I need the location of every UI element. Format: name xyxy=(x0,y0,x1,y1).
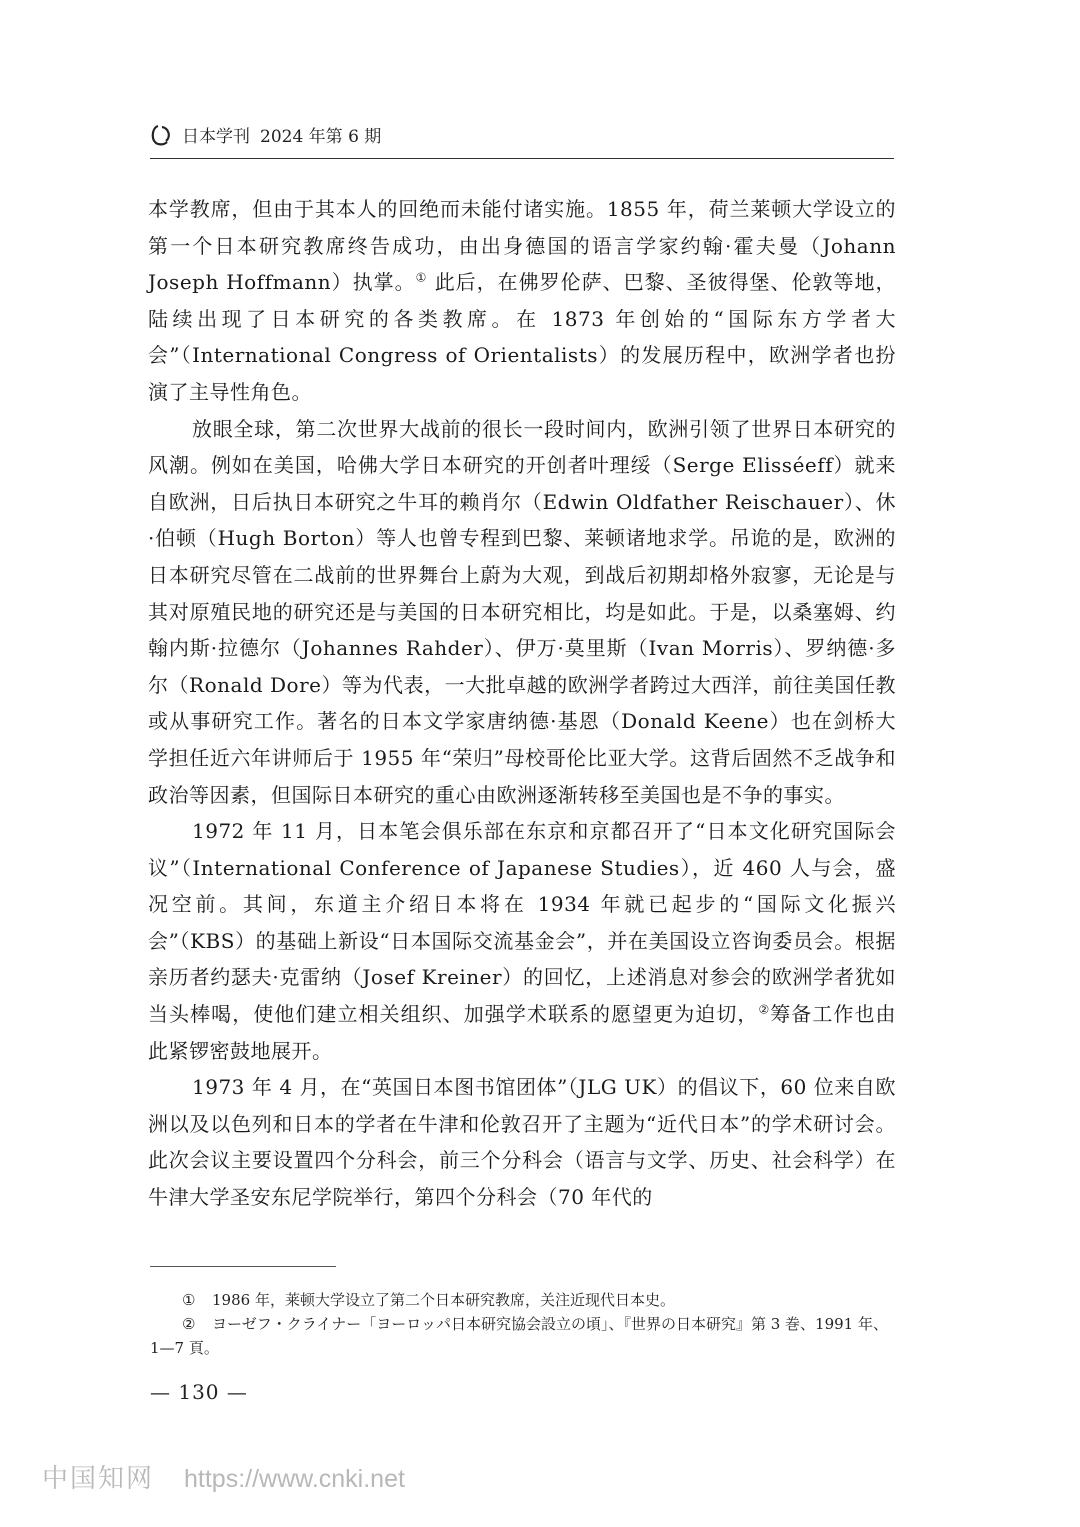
footnote-number: ② xyxy=(182,1315,196,1333)
paragraph-text: 此后，在佛罗伦萨、巴黎、圣彼得堡、伦敦等地，陆续出现了日本研究的各类教席。在 1873 年创始的“国际东方学者大会”（International Congress of Orientalists）的发展历程中，欧洲学者也扮演了主导性角色。 xyxy=(148,270,896,404)
paragraph xyxy=(148,411,896,814)
paragraph-text: 1972 年 11 月，日本笔会俱乐部在东京和京都召开了“日本文化研究国际会议”（International Conference of Japanese Studies），近 460 人与会，盛况空前。其间，东道主介绍日本将在 1934 年就已起步的“国际文化振兴会”（KBS）的基础上新设“日本国际交流基金会”，并在美国设立咨询委员会。根据亲历者约瑟夫·克雷纳（Josef Kreiner）的回忆，上述消息对参会的欧洲学者犹如当头棒喝，使他们建立相关组织、加强学术联系的愿望更为迫切， xyxy=(148,819,896,1027)
paragraph-text: 本学教席，但由于其本人的回绝而未能付诸实施。1855 年，荷兰莱顿大学设立的第一个日本研究教席终告成功，由出身德国的语言学家约翰·霍夫曼（Johann Joseph Hoffmann）执掌。 xyxy=(148,197,896,295)
footnote-number: ① xyxy=(182,1291,196,1309)
watermark-logo: 中国知网 xyxy=(42,1464,155,1494)
footnote-reference[interactable]: ② xyxy=(758,1002,771,1017)
footnote-reference[interactable]: ① xyxy=(415,270,428,285)
watermark-url: https://www.cnki.net xyxy=(184,1465,405,1493)
paragraph-text: 1973 年 4 月，在“英国日本图书馆团体”（JLG UK）的倡议下，60 位来自欧洲以及以色列和日本的学者在牛津和伦敦召开了主题为“近代日本”的学术研讨会。此次会议主要设置四个分科会，前三个分科会（语言与文学、历史、社会科学）在牛津大学圣安东尼学院举行，第四个分科会（70 年代的 xyxy=(148,1075,896,1210)
paragraph-text: 筹备工作也由此紧锣密鼓地展开。 xyxy=(148,1002,896,1063)
article-body xyxy=(148,191,896,1216)
footnotes xyxy=(150,1288,896,1360)
footnote-divider xyxy=(150,1266,336,1267)
cnki-watermark xyxy=(42,1458,405,1495)
running-header xyxy=(150,122,381,147)
paragraph xyxy=(148,191,896,411)
paragraph-text: 放眼全球，第二次世界大战前的很长一段时间内，欧洲引领了世界日本研究的风潮。例如在美国，哈佛大学日本研究的开创者叶理绥（Serge Elisséeff）就来自欧洲，日后执日本研究之牛耳的赖肖尔（Edwin Oldfather Reischauer）、休·伯顿（Hugh Borton）等人也曾专程到巴黎、莱顿诸地求学。吊诡的是，欧洲的日本研究尽管在二战前的世界舞台上蔚为大观，到战后初期却格外寂寥，无论是与其对原殖民地的研究还是与美国的日本研究相比，均是如此。于是，以桑塞姆、约翰内斯·拉德尔（Johannes Rahder）、伊万·莫里斯（Ivan Morris）、罗纳德·多尔（Ronald Dore）等为代表，一大批卓越的欧洲学者跨过大西洋，前往美国任教或从事研究工作。著名的日本文学家唐纳德·基恩（Donald Keene）也在剑桥大学担任近六年讲师后于 1955 年“荣归”母校哥伦比亚大学。这背后固然不乏战争和政治等因素，但国际日本研究的重心由欧洲逐渐转移至美国也是不争的事实。 xyxy=(148,416,896,807)
footnote xyxy=(150,1288,896,1312)
footnote xyxy=(150,1312,896,1360)
journal-title: 日本学刊 xyxy=(182,127,250,147)
paragraph xyxy=(148,813,896,1069)
header-rule xyxy=(150,158,894,159)
page-number: — 130 — xyxy=(150,1380,248,1404)
paragraph xyxy=(148,1069,896,1215)
footnote-text: 1986 年，莱顿大学设立了第二个日本研究教席，关注近现代日本史。 xyxy=(212,1291,675,1309)
footnote-text: ヨーゼフ・クライナー「ヨーロッパ日本研究協会設立の頃」、『世界の日本研究』第 3 巻、1991 年、1—7 頁。 xyxy=(150,1315,888,1357)
journal-logo-icon xyxy=(150,123,172,147)
journal-issue: 2024 年第 6 期 xyxy=(260,127,382,147)
